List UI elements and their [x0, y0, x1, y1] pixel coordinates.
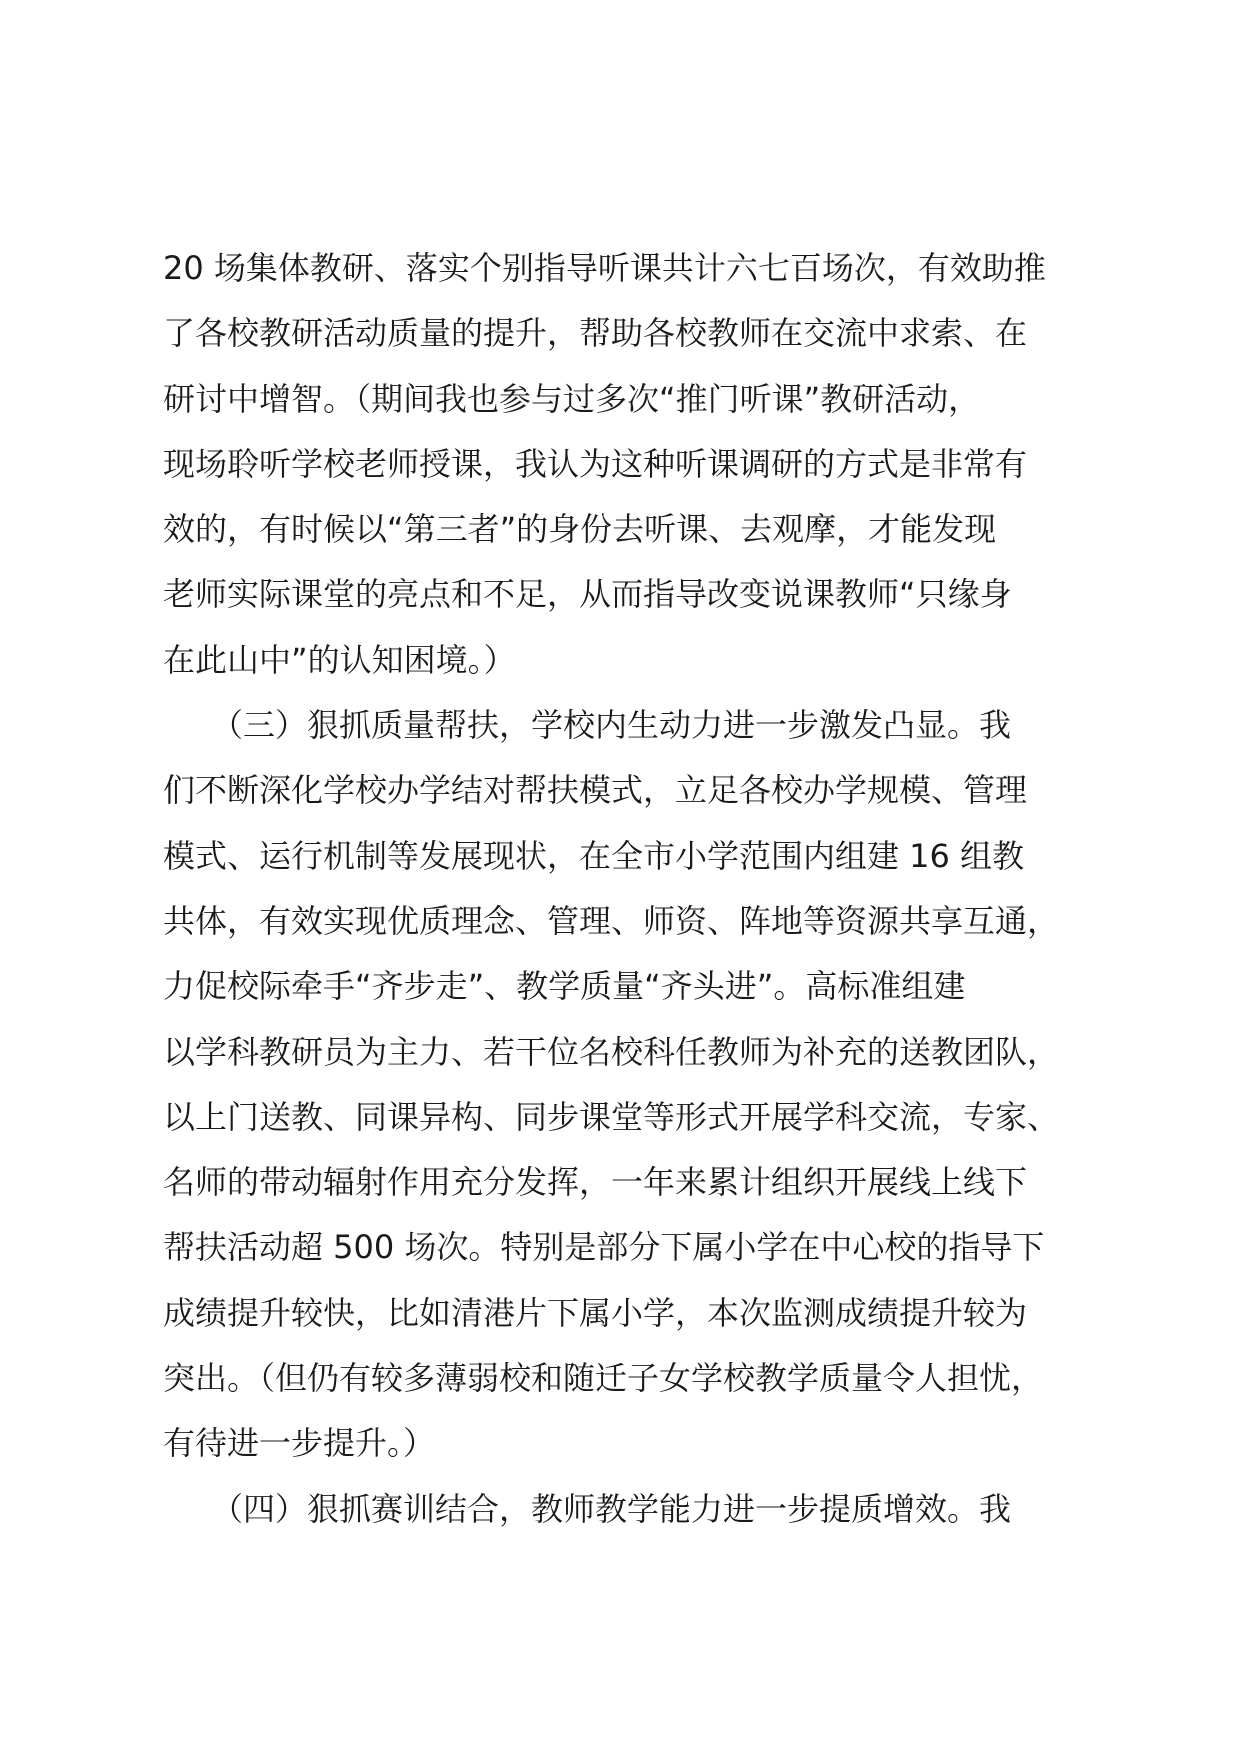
text-line: 老师实际课堂的亮点和不足，从而指导改变说课教师“只缘身 [163, 575, 1012, 614]
section-heading-line: （四）狠抓赛训结合，教师教学能力进一步提质增效。我 [163, 1489, 1012, 1528]
text-line: 有待进一步提升。） [163, 1424, 436, 1463]
text-line: 模式、运行机制等发展现状，在全市小学范围内组建 16 组教 [163, 836, 1025, 875]
text-line: 突出。（但仍有较多薄弱校和随迁子女学校教学质量令人担忧， [163, 1359, 1044, 1398]
text-line: 名师的带动辐射作用充分发挥，一年来累计组织开展线上线下 [163, 1163, 1028, 1202]
text-line: 力促校际牵手“齐步走”、教学质量“齐头进”。高标准组建 [163, 967, 966, 1006]
text-line: 们不断深化学校办学结对帮扶模式，立足各校办学规模、管理 [163, 771, 1028, 810]
section-heading-line: （三）狠抓质量帮扶，学校内生动力进一步激发凸显。我 [163, 706, 1012, 745]
body-text [163, 236, 1113, 1542]
text-line: 效的，有时候以“第三者”的身份去听课、去观摩，才能发现 [163, 510, 997, 549]
text-line: 以学科教研员为主力、若干位名校科任教师为补充的送教团队， [163, 1032, 1060, 1071]
text-line: 在此山中”的认知困境。） [163, 640, 516, 679]
text-line: 成绩提升较快，比如清港片下属小学，本次监测成绩提升较为 [163, 1293, 1028, 1332]
text-line: 以上门送教、同课异构、同步课堂等形式开展学科交流，专家、 [163, 1097, 1060, 1136]
text-line: 研讨中增智。（期间我也参与过多次“推门听课”教研活动， [163, 379, 981, 418]
text-line: 帮扶活动超 500 场次。特别是部分下属小学在中心校的指导下 [163, 1228, 1045, 1267]
text-line: 20 场集体教研、落实个别指导听课共计六七百场次，有效助推 [163, 249, 1046, 287]
text-line: 现场聆听学校老师授课，我认为这种听课调研的方式是非常有 [163, 444, 1028, 483]
text-line: 了各校教研活动质量的提升，帮助各校教师在交流中求索、在 [163, 314, 1028, 353]
text-line: 共体，有效实现优质理念、管理、师资、阵地等资源共享互通， [163, 901, 1060, 940]
